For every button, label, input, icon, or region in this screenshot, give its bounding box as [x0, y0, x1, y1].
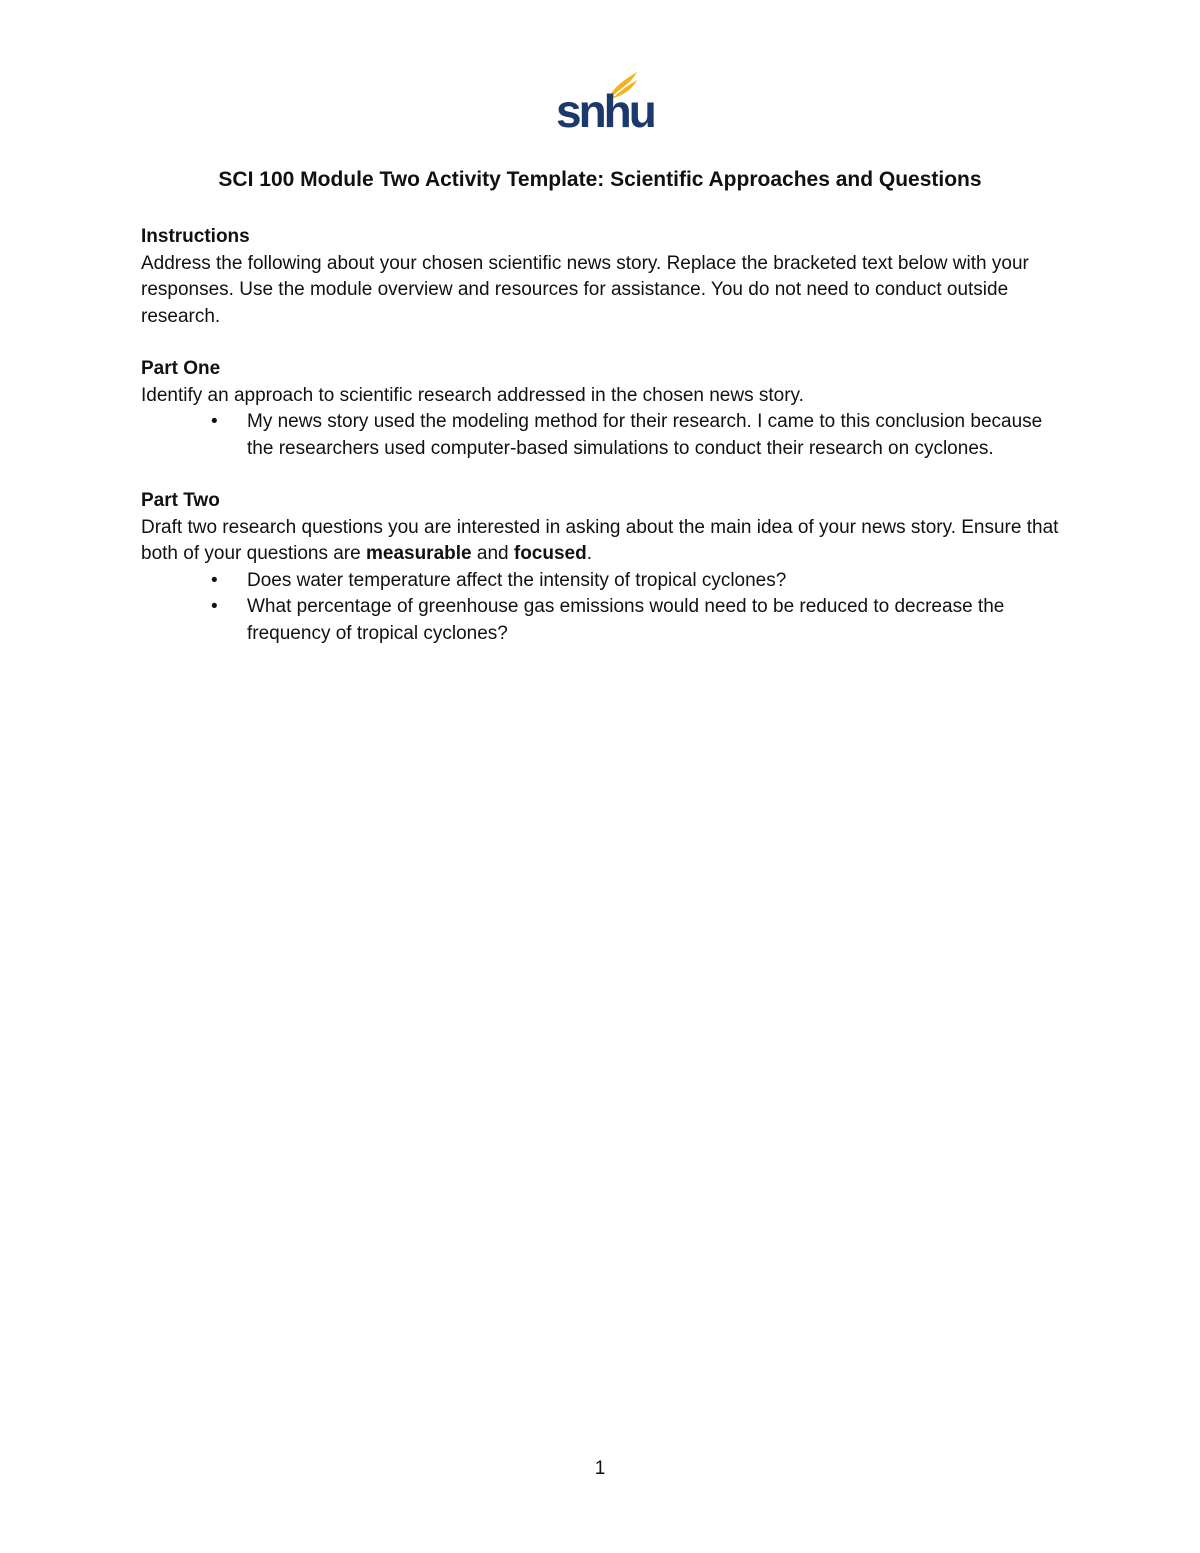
part-one-prompt: Identify an approach to scientific research addressed in the chosen news story.: [141, 384, 804, 406]
bullet-icon: •: [211, 411, 218, 432]
part-two-prompt-start: Draft two research questions you are interested in asking about the main idea of your news story. Ensure that both of your questions are: [141, 516, 1059, 564]
part-two-prompt-middle: and: [471, 543, 514, 564]
list-item: [141, 409, 1071, 462]
part-two-heading: Part Two: [141, 490, 220, 511]
part-two-prompt-end: .: [586, 543, 593, 564]
document-body: [141, 224, 1071, 647]
part-two-question-list: [141, 568, 1071, 648]
instructions-text: Address the following about your chosen scientific news story. Replace the bracketed text below with your responses. Use the module overview and resources for assistance. You do not need to conduct outside research.: [141, 252, 1029, 327]
list-item: [141, 568, 1071, 595]
snhu-logo: [552, 70, 654, 137]
bullet-icon: •: [211, 596, 218, 617]
bullet-icon: •: [211, 569, 218, 591]
snhu-wordmark: snhu: [556, 85, 654, 137]
part-one-answer: My news story used the modeling method for their research. I came to this conclusion because the researchers used computer-based simulations to conduct their research on cyclones.: [247, 411, 1043, 459]
emphasis-measurable: measurable: [365, 543, 472, 564]
list-item: [141, 594, 1071, 647]
research-question-1: Does water temperature affect the intensity of tropical cyclones?: [247, 569, 787, 591]
page-number: 1: [594, 1458, 606, 1479]
document-title: SCI 100 Module Two Activity Template: Scientific Approaches and Questions: [218, 168, 982, 191]
part-two-prompt: [141, 515, 1071, 568]
instructions-heading: Instructions: [141, 226, 250, 247]
part-one-heading: Part One: [141, 358, 221, 379]
research-question-2: What percentage of greenhouse gas emissions would need to be reduced to decrease the frequency of tropical cyclones?: [247, 596, 1005, 644]
emphasis-focused: focused: [513, 543, 587, 564]
part-one-answer-list: [141, 409, 1071, 462]
